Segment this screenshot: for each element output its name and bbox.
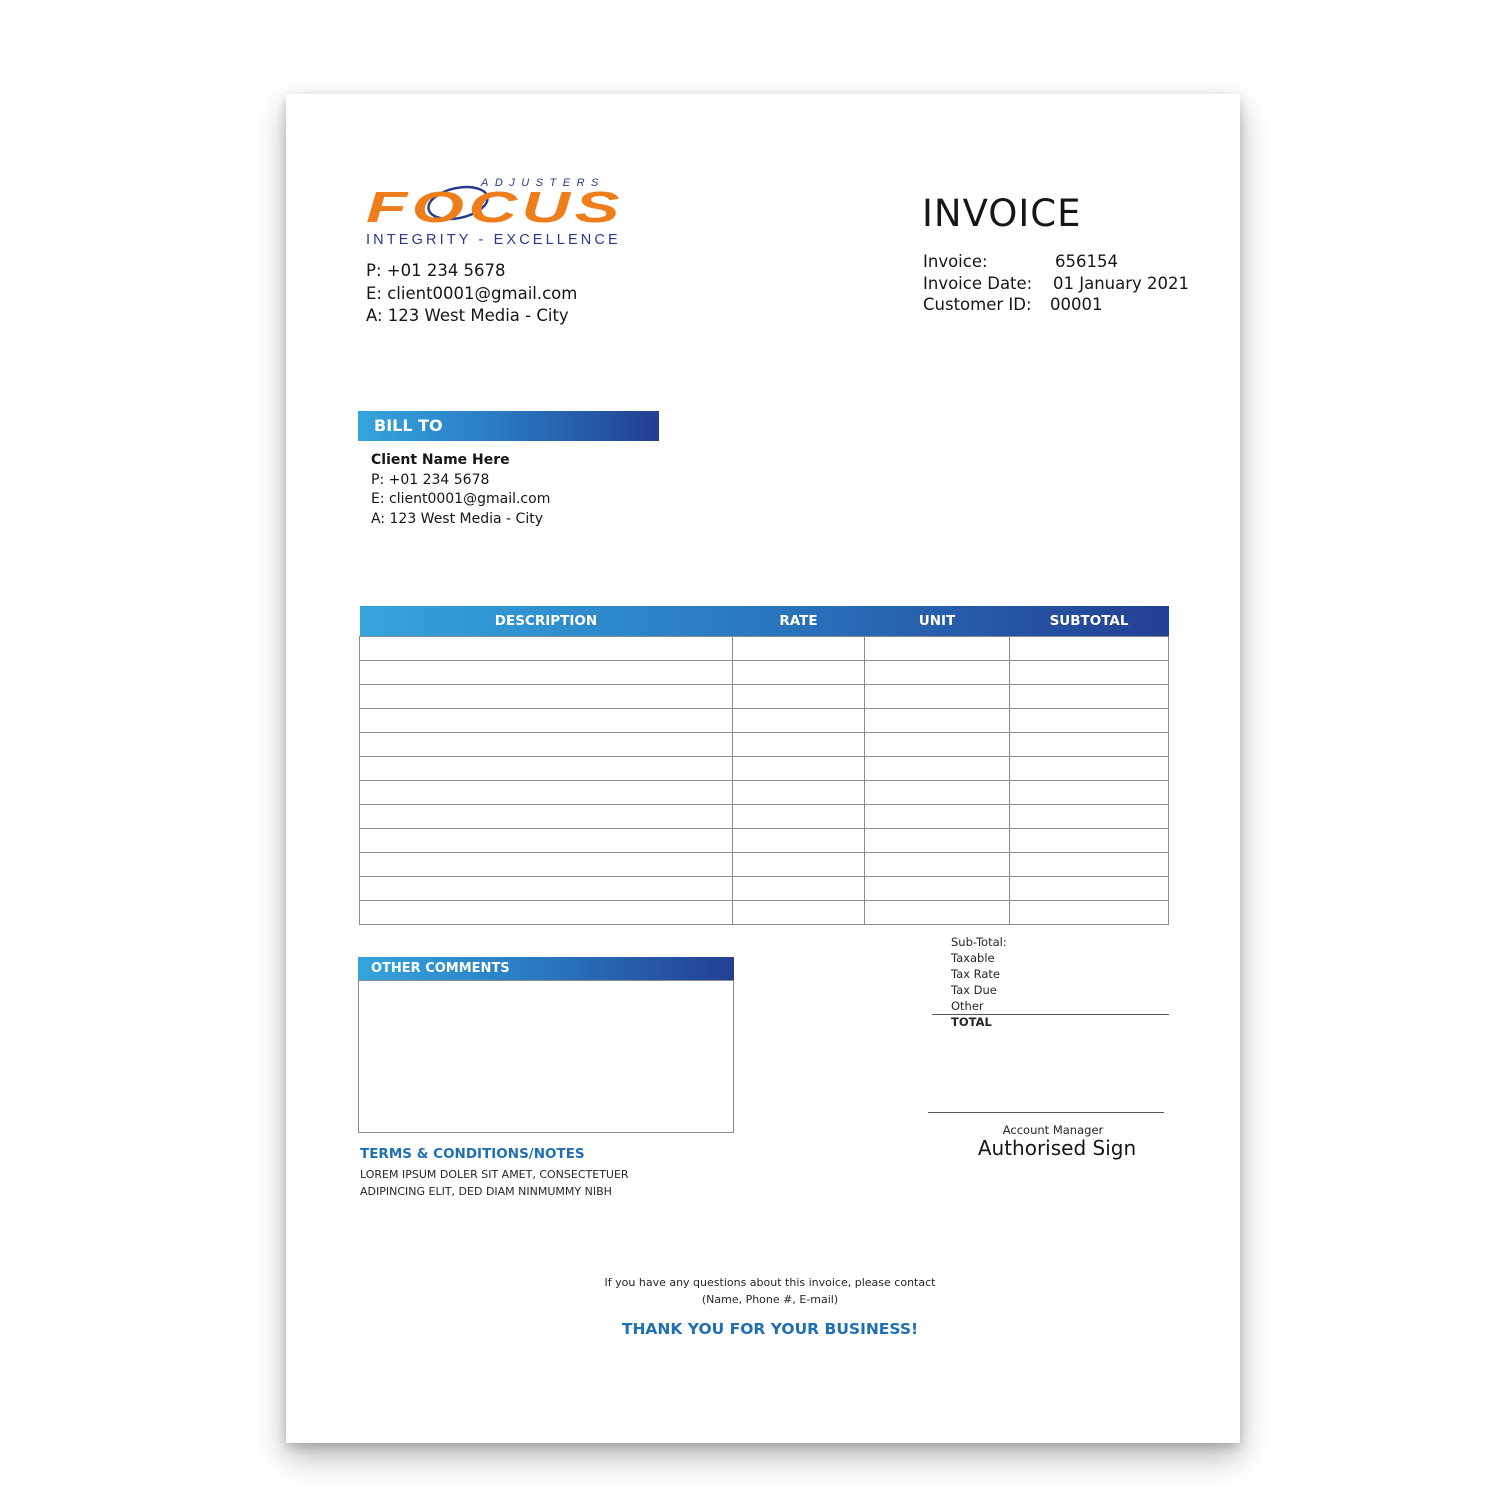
terms-heading: TERMS & CONDITIONS/NOTES <box>360 1146 585 1162</box>
tax-rate-label: Tax Rate <box>951 967 1000 981</box>
bill-to-block <box>371 451 550 529</box>
table-row <box>360 709 1169 733</box>
totals-block <box>951 934 1007 1030</box>
cell-description[interactable] <box>360 685 733 709</box>
client-address: A: 123 West Media - City <box>371 510 543 527</box>
column-header-rate: RATE <box>779 613 818 629</box>
cell-subtotal[interactable] <box>1010 733 1169 757</box>
client-email: E: client0001@gmail.com <box>371 491 551 507</box>
invoice-page <box>286 94 1240 1443</box>
company-phone: P: +01 234 5678 <box>366 261 506 280</box>
invoice-meta <box>923 251 1190 316</box>
table-header <box>360 606 1169 637</box>
table-row <box>360 901 1169 925</box>
invoice-number-label: Invoice: <box>923 252 988 271</box>
cell-rate[interactable] <box>733 685 865 709</box>
customer-id-label: Customer ID: <box>923 295 1032 314</box>
signature-caption: Account Manager <box>1002 1123 1104 1137</box>
terms-line: ADIPINCING ELIT, DED DIAM NINMUMMY NIBH <box>360 1185 612 1198</box>
cell-unit[interactable] <box>865 733 1010 757</box>
cell-description[interactable] <box>360 901 733 925</box>
logo-subtitle: ADJUSTERS <box>481 178 605 189</box>
cell-unit[interactable] <box>865 661 1010 685</box>
cell-description[interactable] <box>360 637 733 661</box>
cell-description[interactable] <box>360 757 733 781</box>
other-comments-heading: OTHER COMMENTS <box>358 957 734 980</box>
terms-line: LOREM IPSUM DOLER SIT AMET, CONSECTETUER <box>360 1168 629 1181</box>
cell-unit[interactable] <box>865 757 1010 781</box>
total-label: TOTAL <box>951 1015 992 1029</box>
cell-unit[interactable] <box>865 901 1010 925</box>
cell-subtotal[interactable] <box>1010 685 1169 709</box>
invoice-title: INVOICE <box>922 192 1082 235</box>
company-contact <box>366 260 577 328</box>
subtotal-label: Sub-Total: <box>951 935 1007 949</box>
table-row <box>360 805 1169 829</box>
invoice-date-label: Invoice Date: <box>923 273 1033 293</box>
cell-rate[interactable] <box>733 805 865 829</box>
footer-question-text: If you have any questions about this invoice, please contact <box>604 1276 936 1289</box>
table-body <box>360 637 1169 925</box>
column-header-description: DESCRIPTION <box>494 613 598 629</box>
invoice-date-value: 01 January 2021 <box>1053 273 1190 293</box>
bill-to-heading: BILL TO <box>358 411 659 441</box>
invoice-date-row <box>923 273 1190 295</box>
cell-rate[interactable] <box>733 781 865 805</box>
cell-subtotal[interactable] <box>1010 781 1169 805</box>
cell-description[interactable] <box>360 709 733 733</box>
customer-id-row <box>923 294 1103 316</box>
cell-subtotal[interactable] <box>1010 829 1169 853</box>
cell-rate[interactable] <box>733 829 865 853</box>
client-phone: P: +01 234 5678 <box>371 471 490 488</box>
taxable-label: Taxable <box>951 951 995 965</box>
cell-subtotal[interactable] <box>1010 805 1169 829</box>
cell-unit[interactable] <box>865 853 1010 877</box>
cell-unit[interactable] <box>865 877 1010 901</box>
cell-rate[interactable] <box>733 757 865 781</box>
cell-description[interactable] <box>360 733 733 757</box>
cell-rate[interactable] <box>733 733 865 757</box>
table-row <box>360 877 1169 901</box>
totals-divider <box>932 1014 1169 1015</box>
invoice-number-value: 656154 <box>1055 252 1118 271</box>
other-label: Other <box>951 999 984 1013</box>
table-row <box>360 685 1169 709</box>
line-items-table <box>359 606 1168 925</box>
table-row <box>360 733 1169 757</box>
tax-due-label: Tax Due <box>951 983 997 997</box>
cell-rate[interactable] <box>733 853 865 877</box>
footer-question <box>546 1274 994 1308</box>
cell-description[interactable] <box>360 805 733 829</box>
table-row <box>360 829 1169 853</box>
cell-subtotal[interactable] <box>1010 757 1169 781</box>
cell-description[interactable] <box>360 853 733 877</box>
cell-rate[interactable] <box>733 709 865 733</box>
cell-unit[interactable] <box>865 829 1010 853</box>
cell-subtotal[interactable] <box>1010 637 1169 661</box>
cell-rate[interactable] <box>733 661 865 685</box>
company-address: A: 123 West Media - City <box>366 306 569 325</box>
terms-body <box>360 1166 680 1200</box>
company-logo <box>366 178 641 248</box>
cell-rate[interactable] <box>733 637 865 661</box>
cell-description[interactable] <box>360 877 733 901</box>
column-header-subtotal: SUBTOTAL <box>1049 613 1129 629</box>
cell-rate[interactable] <box>733 877 865 901</box>
client-name: Client Name Here <box>371 452 510 468</box>
other-comments-field[interactable] <box>358 980 734 1133</box>
cell-rate[interactable] <box>733 901 865 925</box>
table-row <box>360 853 1169 877</box>
cell-unit[interactable] <box>865 637 1010 661</box>
table-row <box>360 637 1169 661</box>
cell-description[interactable] <box>360 829 733 853</box>
signature-line <box>928 1112 1164 1113</box>
footer-contact-text: (Name, Phone #, E-mail) <box>701 1293 839 1306</box>
cell-unit[interactable] <box>865 781 1010 805</box>
table-row <box>360 781 1169 805</box>
cell-subtotal[interactable] <box>1010 877 1169 901</box>
cell-description[interactable] <box>360 661 733 685</box>
cell-unit[interactable] <box>865 709 1010 733</box>
customer-id-value: 00001 <box>1050 295 1103 314</box>
table-row <box>360 757 1169 781</box>
cell-subtotal[interactable] <box>1010 709 1169 733</box>
cell-unit[interactable] <box>865 685 1010 709</box>
cell-description[interactable] <box>360 781 733 805</box>
cell-subtotal[interactable] <box>1010 853 1169 877</box>
cell-subtotal[interactable] <box>1010 901 1169 925</box>
signature-label: Authorised Sign <box>977 1136 1137 1160</box>
invoice-number-row <box>923 251 1118 273</box>
logo-tagline: INTEGRITY - EXCELLENCE <box>366 232 621 248</box>
cell-subtotal[interactable] <box>1010 661 1169 685</box>
table-row <box>360 661 1169 685</box>
column-header-unit: UNIT <box>918 613 956 629</box>
company-email: E: client0001@gmail.com <box>366 283 578 303</box>
thank-you-message: THANK YOU FOR YOUR BUSINESS! <box>621 1320 919 1338</box>
logo-wordmark: FOCUS <box>366 183 624 232</box>
cell-unit[interactable] <box>865 805 1010 829</box>
